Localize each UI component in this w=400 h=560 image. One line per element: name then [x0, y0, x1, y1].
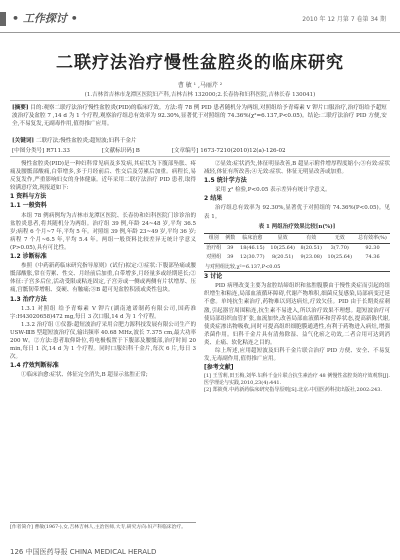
section-heading: 2 结果	[204, 195, 223, 203]
right-column	[204, 160, 390, 394]
section-heading: 1.3 治疗方法	[10, 295, 47, 303]
table-cell: 9(23.08)	[300, 254, 322, 261]
affiliation-line: (1.吉林省吉林市龙潭区医院妇产科,吉林吉林 132000;2.长春协和妇科医院,吉林长春 130041)	[84, 92, 316, 98]
body-paragraph: 综上所述,应用超短波及妇科千金片联合治疗 PID 方便、安全、不易复发,无毒副作用,值得推广应用。	[204, 347, 390, 363]
table-cell: 10(25.64)	[327, 254, 353, 261]
table-note: 与对照组比较,χ²=6.137,P<0.05	[205, 263, 281, 270]
table-header-cell: 例数	[225, 235, 236, 242]
section-heading: [参考文献]	[204, 364, 234, 372]
table-cell: 治疗组	[206, 245, 222, 252]
body-paragraph: ②显效:症状消失,体征明显改善,B 超显示附件增厚程度缩小;③有效:症状减轻,体征有所改善;④无效:症状、体征无明显改善或加重。	[204, 161, 390, 176]
keywords-text: 二联疗法;慢性盆腔炎;超短波;妇科千金片	[35, 138, 137, 144]
keywords-label: [关键词]	[12, 138, 35, 144]
table-title: 表 1 两组治疗效果比较[n(%)]	[258, 223, 336, 230]
table-cell: 12(30.77)	[240, 254, 265, 261]
table-header-cell: 无效	[334, 235, 345, 242]
table-row	[204, 243, 390, 253]
table-row	[204, 253, 390, 262]
section-heading: 1.4 疗效判断标准	[10, 362, 59, 370]
doc-code: [文献标识码] B	[101, 148, 140, 154]
author-footnote: [作者简介] 曹敏(1967-),女,吉林吉林人,主治医师,大专,研究方向:妇产科临床治疗。	[10, 522, 196, 532]
body-paragraph: PID 病理改变主要为盆腔结缔组织和盆腔腹膜由于慢性炎症而引起的组织增生和粘连,局部血液循环障碍,代谢产物堆积,细菌反复感染,局部病变迁延不愈。单纯抗生素治疗,药物难以到达病灶,疗效欠佳。PID 由于长期炎症刺激,引起器官周围粘连,抗生素不易进入,所以治疗效果不理想。超短波治疗可使局部组织血管扩张,血流加快,改善局部血液循环和营养状态,提高新陈代谢,使炎症渗出物吸收,同时可提高组织细胞膜通透性,有利于药物进入病灶,增强杀菌作用。妇科千金片具有清热除湿、益气化瘀之功效,二者合用可达到消炎、止痛、软化粘连之目的。	[204, 283, 390, 346]
page-footer: 126 中国医药导报 CHINA MEDICAL HERALD	[10, 548, 157, 556]
article-title: 二联疗法治疗慢性盆腔炎的临床研究	[56, 53, 344, 73]
table-cell: 39	[227, 254, 234, 261]
body-paragraph: 本组 78 例病例均为吉林市龙潭区医院、长春协和妇科医院门诊诊治的盆腔炎患者,将其随机分为两组。治疗组 39 例,年龄 24~48 岁,平均 36.5 岁;病程 6 个月~7 年,平均 5 年。对照组 39 例,年龄 23~49 岁,平均 36 岁;病程 7 个月~6.5 年,平均 5.4 年。两组一般资料比较差异无统计学意义(P>0.05),具有可比性。	[10, 212, 196, 251]
body-paragraph: 治疗组总有效率为 92.30%,显著优于对照组的 74.36%(P<0.05)。见表 1。	[204, 205, 390, 220]
table-header-cell: 组别	[208, 235, 219, 242]
table-header-cell: 总有效率(%)	[358, 235, 387, 242]
body-paragraph: 1.3.2 治疗组 ①仪器:超短波治疗采用合肥力源科技发展有限公司生产的 USW-ⅢB 型超短波治疗仪,输出频率 40.68 MHz,波长 7.375 cm,最大功率 200 W。②方法:患者取仰卧位,将电极板置于下腹部及腰骶部,治疗时间 20 min,每日 1 次,14 d 为 1 个疗程。同时口服妇科千金片,每次 6 片,每日 3 次。	[10, 321, 196, 361]
body-paragraph: 1.3.1 对照组 给予青霉素 V 钾片(湖南迪诺制药有限公司,国药准字:H43020658)472 mg,每日 3 次口服,14 d 为 1 个疗程。	[10, 305, 196, 320]
table-cell: 18(46.15)	[240, 245, 265, 252]
right-column-bottom	[204, 273, 390, 394]
section-heading: 1.1 一般资料	[10, 202, 47, 210]
right-column-top	[204, 160, 390, 221]
table-cell: 3(7.70)	[330, 245, 349, 252]
abstract-rule	[10, 156, 390, 157]
section-label: • 工作探讨 •	[12, 12, 78, 25]
body-paragraph: 慢性盆腔炎(PID)是一种妇科常见病及多发病,其症状为下腹部坠胀、疼痛及腰骶部酸痛,白带增多,多于月经前后、性交后及劳累后加重。病程长,易反复发作,严重影响妇女的身体健康。近年采用二联疗法治疗 PID 患者,取得较满意疗效,现报道如下:	[10, 161, 196, 192]
section-heading: 1 资料与方法	[10, 193, 47, 201]
abstract-text: 目的:观察二联疗法治疗慢性盆腔炎(PID)的临床疗效。方法:将 78 例 PID 患者随机分为两组,对照组给予青霉素 V 钾片口服治疗,治疗组给予超短波治疗及盆腔 7 ,14 d 为 1 个疗程,观察治疗组总有效率为 92.30%,显著优于对照组的 74.36%(χ²=6.137,P<0.05)。结论:二联疗法治疗 PID 方便,安全,不易复发,无副毒作用,值得推广应用。	[12, 105, 387, 128]
body-paragraph: 采用 χ² 检验,P<0.05 表示差异有统计学意义。	[215, 187, 331, 194]
reference-item: [1] 王雪莉,田玉梅,刘华.妇科千金片联合抗生素治疗 48 例慢性盆腔炎的疗效观察[J].医学理论与实践,2010,23(4):441.	[204, 373, 390, 387]
title-rule	[10, 100, 390, 101]
table-cell: 对照组	[206, 254, 222, 261]
table-header-cell: 有效	[306, 235, 317, 242]
table-cell: 92.30	[365, 245, 380, 252]
table-cell: 8(20.51)	[300, 245, 322, 252]
table-header-cell: 临床治愈	[242, 235, 263, 242]
table-cell: 39	[227, 245, 234, 252]
abstract-label: [摘要]	[12, 105, 29, 111]
keywords	[12, 136, 388, 144]
body-paragraph: ①临床治愈:症状、体征完全消失,B 超显示盆腔正常;	[21, 372, 148, 379]
issue-label: 2010 年 12 月第 7 卷第 34 期	[302, 16, 386, 23]
header-rule	[0, 32, 400, 33]
classification-line	[12, 146, 388, 154]
author-line: 曹 敏 ¹ ,马丽芹 ²	[177, 82, 223, 89]
section-heading: 3 讨论	[204, 273, 223, 281]
reference-item: [2] 郑筱萸.中药新药临床研究指导原则[S].北京:中国医药科技出版社,2002:243.	[204, 387, 382, 394]
table-row	[204, 262, 390, 272]
section-heading: 1.2 诊断标准	[10, 253, 47, 261]
abstract	[12, 104, 388, 129]
header-bar-mark	[0, 12, 6, 26]
left-column	[10, 160, 196, 379]
clc-number: [中图分类号] R711.33	[12, 148, 70, 154]
body-paragraph: 参照《中药新药临床研究指导原则》(试行)拟定:①症状:下腹部坠痛或腰骶部酸胀,常在劳累、性交、月经前后加重,白带增多,月经量多或经期延长;②体征:子宫多后位,活动受限或粘连固定,子宫旁或一侧或两侧有片状增厚、压痛,宫骶韧带增粗、变硬、有触痛;③B 超可见盆腔积液或炎性包块。	[10, 263, 196, 294]
table-header-cell: 显效	[277, 235, 288, 242]
table-header-row	[204, 233, 390, 243]
running-header	[0, 8, 400, 30]
results-table	[204, 233, 390, 272]
article-number: [文章编号] 1673-7210(2010)12(a)-126-02	[171, 148, 286, 154]
table-body	[204, 243, 390, 271]
section-heading: 1.5 统计学方法	[204, 177, 247, 185]
table-cell: 74.36	[365, 254, 380, 261]
table-cell: 8(20.51)	[271, 254, 294, 261]
table-cell: 10(25.64)	[270, 245, 295, 252]
